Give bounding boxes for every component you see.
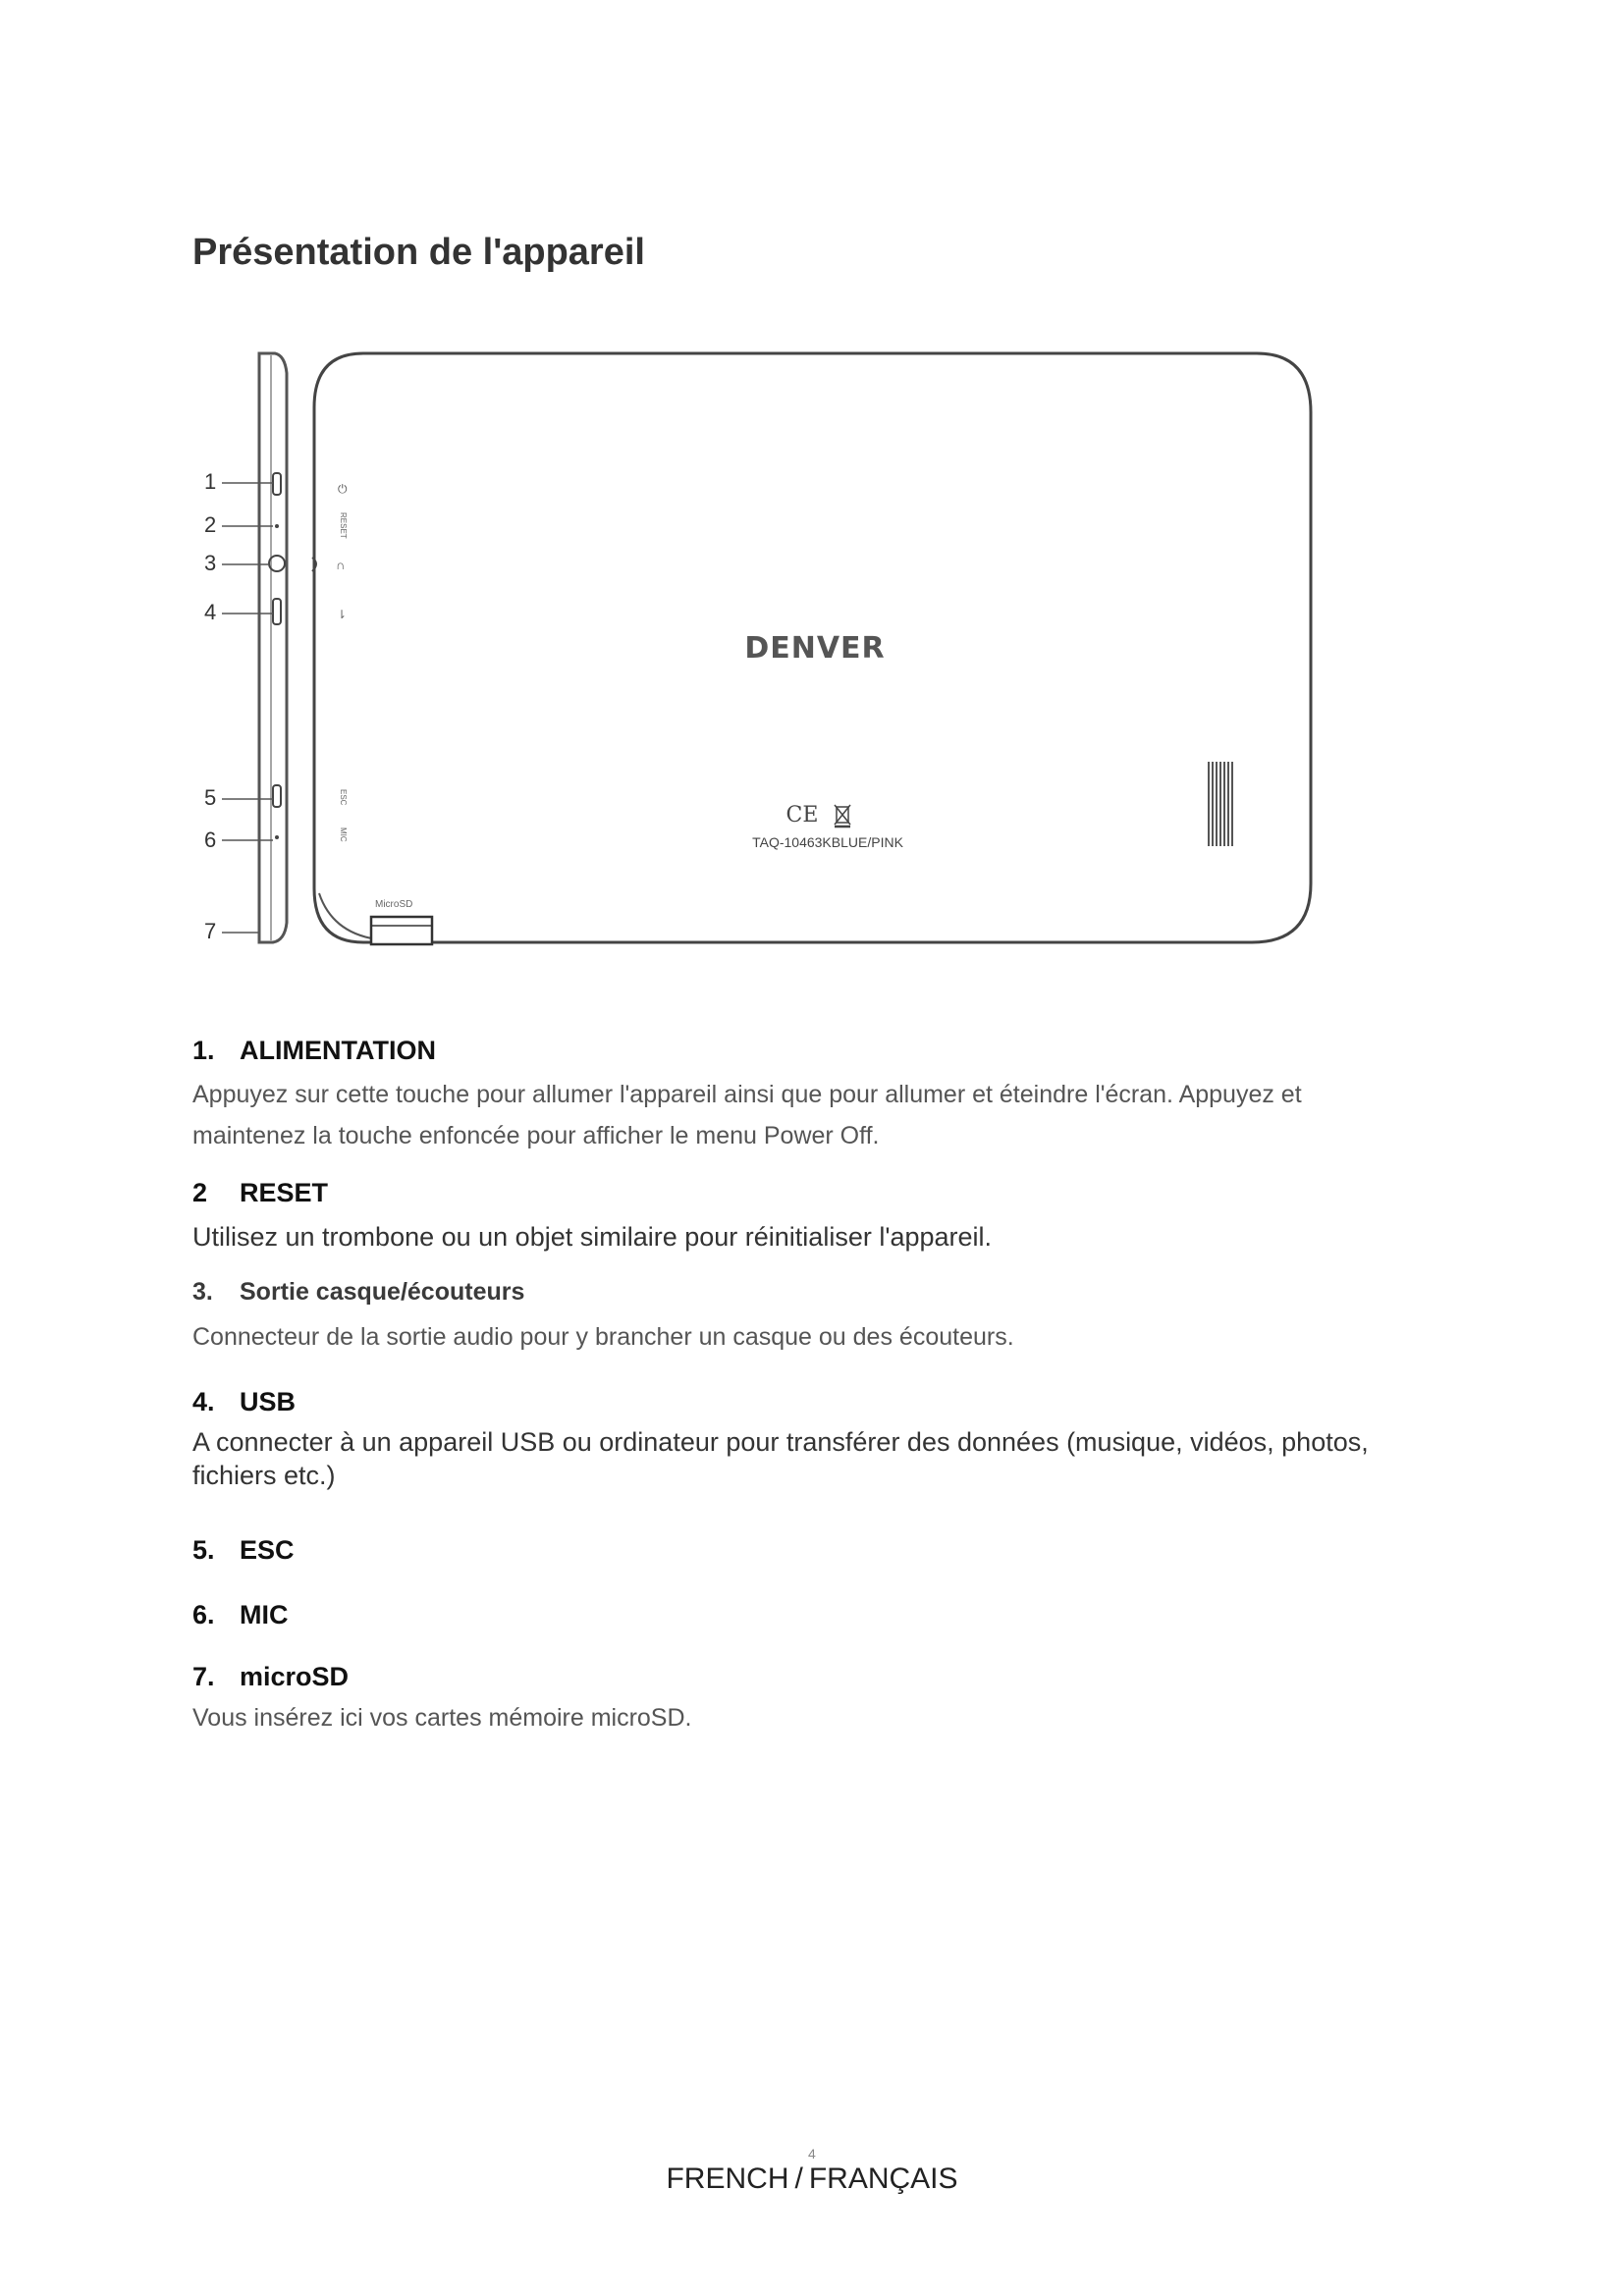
section-4-heading	[192, 1387, 296, 1417]
section-5-heading	[192, 1535, 295, 1566]
device-diagram	[187, 334, 1326, 962]
reset-hole	[275, 524, 279, 528]
page-title: Présentation de l'appareil	[192, 232, 645, 273]
microsd-label: MicroSD	[375, 899, 413, 910]
section-title: RESET	[240, 1178, 329, 1207]
section-number: 5.	[192, 1535, 215, 1565]
callout-number: 1	[204, 469, 217, 494]
section-title: ALIMENTATION	[240, 1036, 436, 1065]
section-title: ESC	[240, 1535, 295, 1565]
ce-mark: CE	[785, 803, 819, 828]
section-number: 2	[192, 1178, 208, 1207]
model-number: TAQ-10463KBLUE/PINK	[752, 834, 903, 850]
footer-separator: /	[794, 2163, 803, 2195]
section-title: microSD	[240, 1662, 350, 1691]
side-label-esc: ESC	[339, 789, 348, 806]
section-number: 3.	[192, 1278, 213, 1306]
power-icon: ⏻	[338, 482, 348, 496]
section-7-heading	[192, 1662, 349, 1692]
footer-right: FRANÇAIS	[808, 2163, 958, 2195]
callout-number: 7	[204, 919, 217, 943]
page-number: 4	[808, 2146, 816, 2162]
weee-bin-icon	[835, 805, 850, 827]
usb-port	[273, 599, 281, 624]
usb-icon: ⇂	[337, 608, 348, 621]
callout-number: 4	[204, 600, 217, 624]
footer-left: FRENCH	[666, 2163, 789, 2195]
section-title: MIC	[240, 1600, 289, 1629]
section-number: 1.	[192, 1036, 215, 1065]
side-label-reset: RESET	[339, 512, 348, 539]
device-side-profile	[259, 353, 287, 942]
section-3-heading	[192, 1278, 524, 1307]
side-label-mic: MIC	[339, 828, 348, 842]
microsd-slot	[371, 917, 432, 944]
section-2-heading	[192, 1178, 328, 1208]
section-number: 7.	[192, 1662, 215, 1691]
section-number: 4.	[192, 1387, 215, 1416]
section-title: Sortie casque/écouteurs	[240, 1278, 525, 1306]
power-button	[273, 473, 281, 495]
speaker-grille	[1208, 762, 1233, 846]
callout-number: 5	[204, 785, 217, 810]
section-7-body: Vous insérez ici vos cartes mémoire microSD.	[192, 1704, 692, 1732]
footer-language	[0, 2163, 1624, 2196]
callout-number: 2	[204, 512, 217, 537]
section-title: USB	[240, 1387, 297, 1416]
section-1-body: Appuyez sur cette touche pour allumer l'appareil ainsi que pour allumer et éteindre l'écran. Appuyez et maintenez la touche enfoncée pour afficher le menu Power Off.	[192, 1081, 1302, 1149]
section-1-heading	[192, 1036, 436, 1066]
section-4-body: A connecter à un appareil USB ou ordinateur pour transférer des données (musique, vidéos, photos, fichiers etc.)	[192, 1427, 1369, 1490]
section-2-body: Utilisez un trombone ou un objet similaire pour réinitialiser l'appareil.	[192, 1222, 993, 1252]
section-6-heading	[192, 1600, 289, 1630]
callout-number: 6	[204, 828, 217, 852]
headphone-icon: ∩	[336, 558, 346, 572]
section-number: 6.	[192, 1600, 215, 1629]
esc-button	[273, 785, 281, 807]
section-3-body: Connecteur de la sortie audio pour y brancher un casque ou des écouteurs.	[192, 1323, 1014, 1351]
callout-number: 3	[204, 551, 217, 575]
brand-logo: DENVER	[744, 631, 886, 666]
mic-hole	[275, 835, 279, 839]
